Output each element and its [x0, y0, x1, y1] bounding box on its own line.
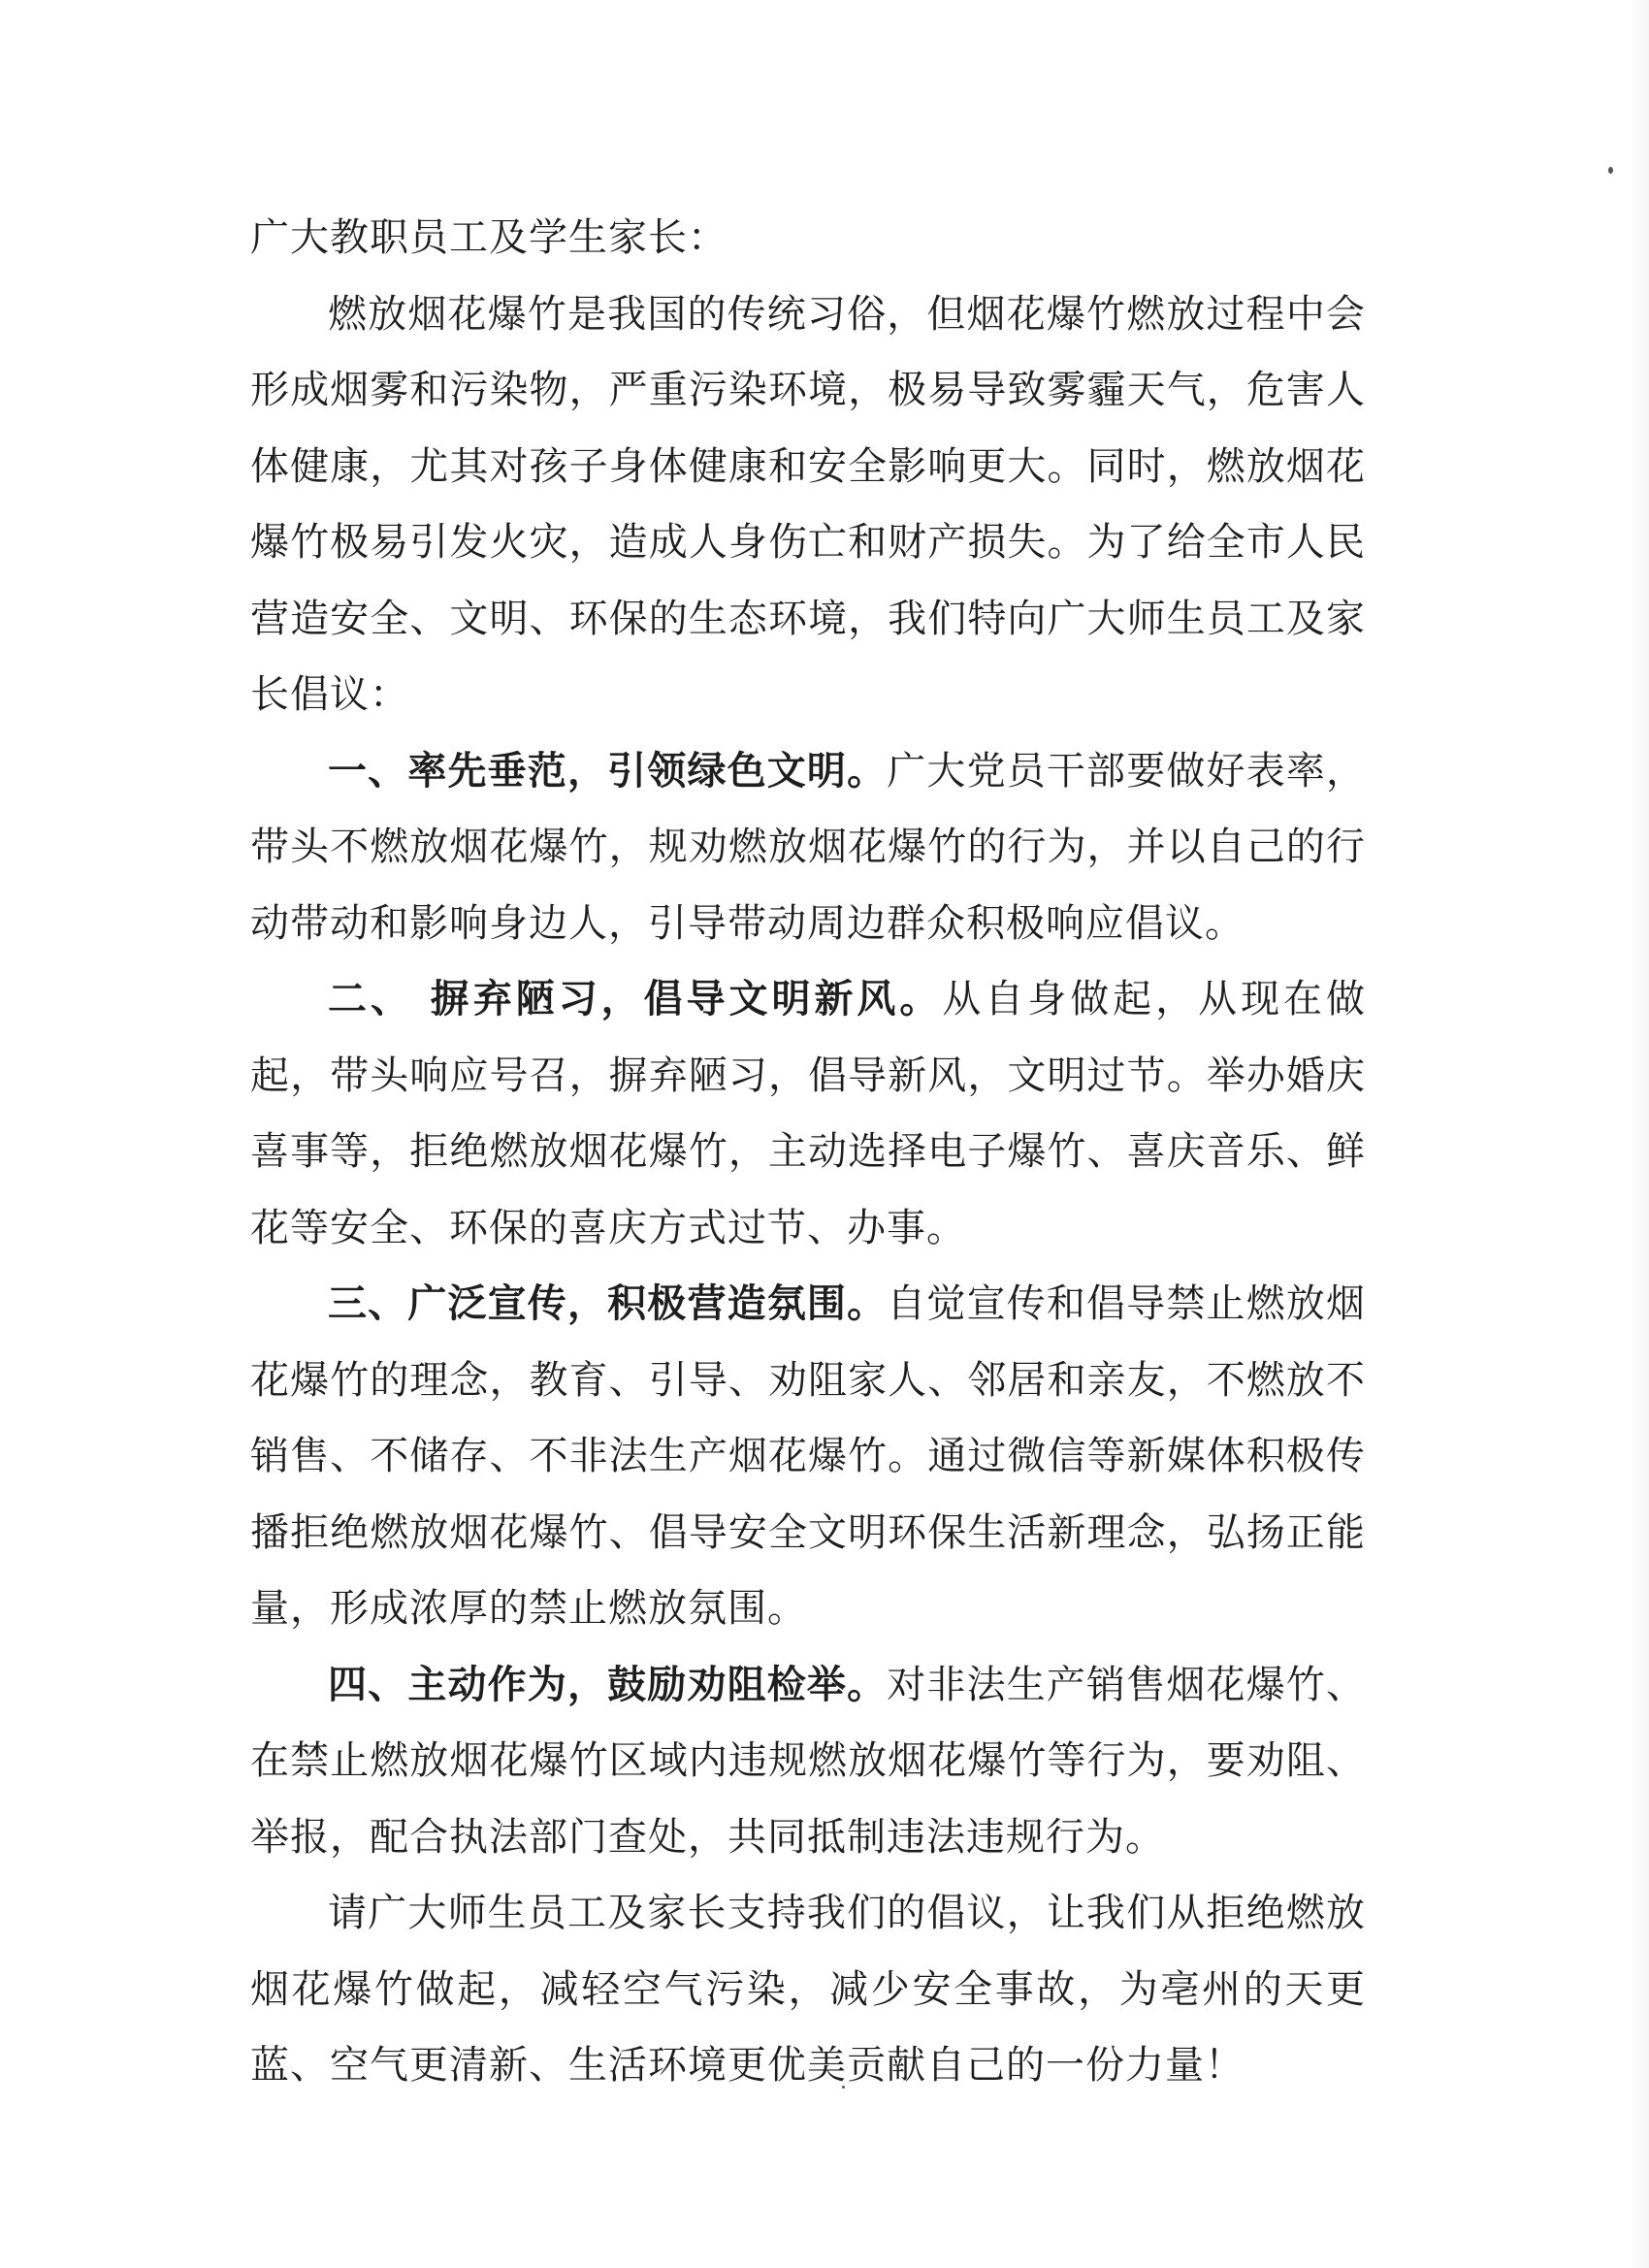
section-paragraph	[250, 1647, 1366, 1876]
section-heading: 三、广泛宣传，积极营造氛围。	[328, 1280, 888, 1326]
letter-body	[250, 200, 1366, 2104]
closing-paragraph: 请广大师生员工及家长支持我们的倡议，让我们从拒绝燃放烟花爆竹做起，减轻空气污染，减少安全事故，为亳州的天更蓝、空气更清新、生活环境更优美贡献自己的一份力量！	[250, 1891, 1366, 2088]
section-body: 从自身做起，从现在做起，带头响应号召，摒弃陋习，倡导新风，文明过节。举办婚庆喜事等，拒绝燃放烟花爆竹，主动选择电子爆竹、喜庆音乐、鲜花等安全、环保的喜庆方式过节、办事。	[250, 977, 1366, 1250]
scan-edge-shadow	[1630, 0, 1649, 2268]
intro-paragraph: 燃放烟花爆竹是我国的传统习俗，但烟花爆竹燃放过程中会形成烟雾和污染物，严重污染环境，极易导致雾霾天气，危害人体健康，尤其对孩子身体健康和安全影响更大。同时，燃放烟花爆竹极易引发火灾，造成人身伤亡和财产损失。为了给全市人民营造安全、文明、环保的生态环境，我们特向广大师生员工及家长倡议：	[250, 291, 1366, 717]
section-paragraph	[250, 733, 1366, 962]
section-body: 自觉宣传和倡导禁止燃放烟花爆竹的理念，教育、引导、劝阻家人、邻居和亲友，不燃放不销售、不储存、不非法生产烟花爆竹。通过微信等新媒体积极传播拒绝燃放烟花爆竹、倡导安全文明环保生活新理念，弘扬正能量，形成浓厚的禁止燃放氛围。	[250, 1281, 1367, 1631]
scan-speck	[1608, 167, 1613, 174]
section-body: 广大党员干部要做好表率，带头不燃放烟花爆竹，规劝燃放烟花爆竹的行为，并以自己的行动带动和影响身边人，引导带动周边群众积极响应倡议。	[250, 748, 1367, 946]
section-heading: 一、率先垂范，引领绿色文明。	[328, 747, 888, 794]
section-paragraph	[250, 1266, 1366, 1647]
section-body: 对非法生产销售烟花爆竹、在禁止燃放烟花爆竹区域内违规燃放烟花爆竹等行为，要劝阻、举报，配合执法部门查处，共同抵制违法违规行为。	[250, 1662, 1367, 1860]
section-paragraph	[250, 961, 1366, 1266]
section-heading: 二、 摒弃陋习，倡导文明新风。	[328, 976, 943, 1021]
salutation: 广大教职员工及学生家长：	[250, 215, 728, 260]
section-heading: 四、主动作为，鼓励劝阻检举。	[328, 1661, 888, 1707]
